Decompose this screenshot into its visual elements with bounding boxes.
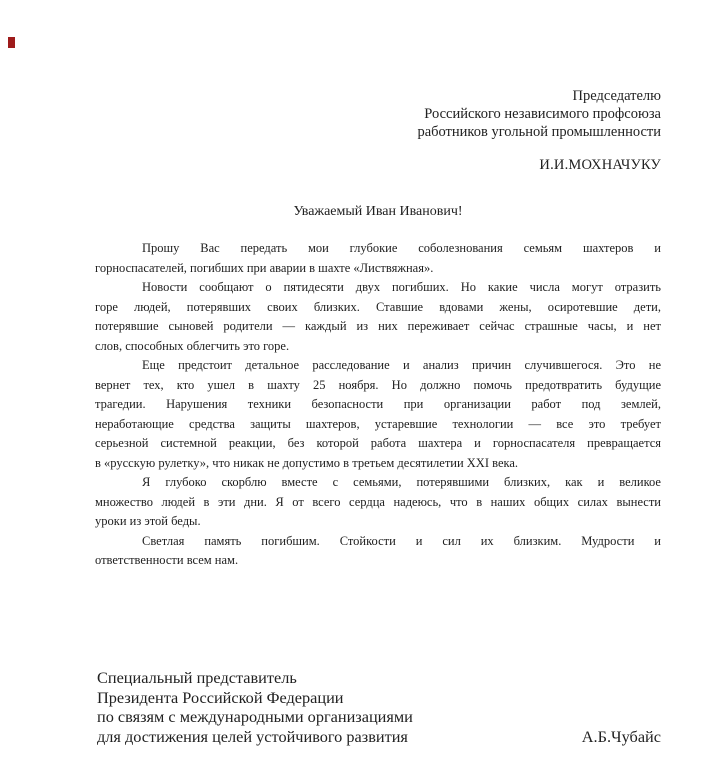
signature-block [97, 668, 661, 747]
letter-body [95, 239, 661, 571]
signature-role-line: Президента Российской Федерации [97, 687, 344, 707]
signature-name: А.Б.Чубайс [581, 727, 661, 747]
signature-role-line: для достижения целей устойчивого развития [97, 727, 408, 747]
paragraph [95, 239, 661, 278]
body-line: горе людей, потерявших своих близких. Ставшие вдовами жены, осиротевшие дети, [95, 299, 661, 314]
paragraph [95, 473, 661, 532]
body-line: Я глубоко скорблю вместе с семьями, потерявшими близких, как и великое [142, 475, 661, 489]
body-line: слов, способных облегчить это горе. [95, 338, 290, 353]
body-line: ответственности всем нам. [95, 553, 239, 567]
body-line: серьезной системной реакции, без которой работа шахтера и горноспасателя превращается [95, 436, 661, 450]
body-line: неработающие средства защиты шахтеров, устаревшие технологии — все это требует [95, 416, 661, 431]
recipient-line: Председателю [572, 88, 661, 104]
body-line: Светлая память погибшим. Стойкости и сил их близким. Мудрости и [142, 533, 661, 548]
body-line: Прошу Вас передать мои глубокие соболезнования семьям шахтеров и [142, 241, 661, 255]
recipient-line: Российского независимого профсоюза [424, 106, 661, 122]
body-line: Новости сообщают о пятидесяти двух погибших. Но какие числа могут отразить [142, 280, 661, 294]
recipient-block [417, 87, 661, 174]
body-line: в «русскую рулетку», что никак не допустимо в третьем десятилетии XXI века. [95, 455, 519, 470]
body-line: уроки из этой беды. [95, 514, 201, 528]
body-line: множество людей в эти дни. Я от всего сердца надеюсь, что в наших общих силах вынести [95, 494, 661, 509]
addressee-name: И.И.МОХНАЧУКУ [539, 157, 661, 173]
body-line: потерявшие сыновей родители — каждый из них переживает сейчас страшные часы, и нет [95, 319, 661, 333]
body-line: вернет тех, кто ушел в шахту 25 ноября. Но должно помочь предотвратить будущие [95, 377, 661, 392]
red-marker [8, 37, 15, 48]
paragraph [95, 278, 661, 356]
body-line: горноспасателей, погибших при аварии в шахте «Листвяжная». [95, 260, 434, 275]
recipient-line: работников угольной промышленности [417, 124, 661, 140]
paragraph [95, 532, 661, 571]
body-line: Еще предстоит детальное расследование и анализ причин случившегося. Это не [142, 358, 661, 372]
signature-role-line: по связям с международными организациями [97, 707, 413, 727]
paragraph [95, 356, 661, 473]
signature-role-lines [97, 668, 413, 747]
body-line: трагедии. Нарушения техники безопасности при организации работ под землей, [95, 397, 661, 411]
salutation: Уважаемый Иван Иванович! [293, 204, 463, 219]
signature-role-line: Специальный представитель [97, 668, 297, 687]
